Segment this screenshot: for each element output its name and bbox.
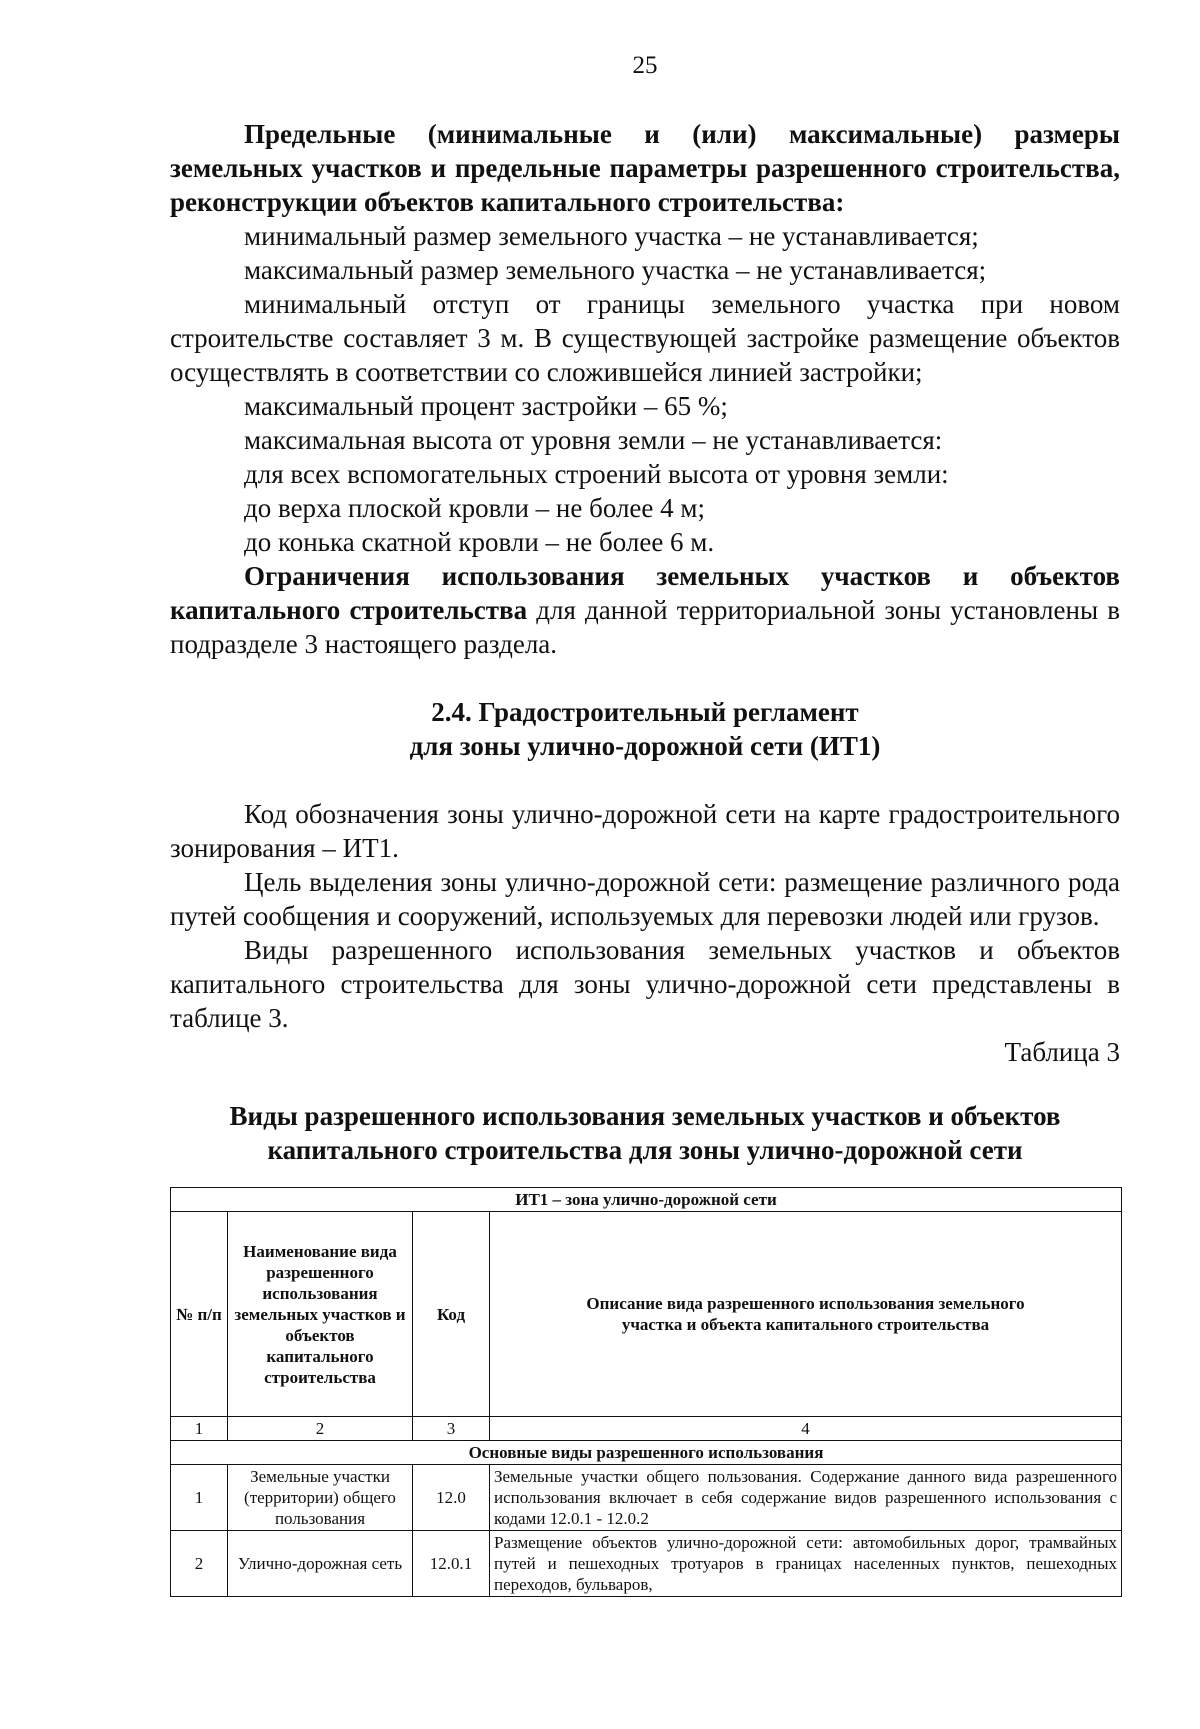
row-name: Земельные участки (территории) общего пользования xyxy=(228,1465,413,1531)
col-header-name: Наименование вида разрешенного использования земельных участков и объектов капитального строительства xyxy=(228,1212,413,1417)
col-number: 2 xyxy=(228,1417,413,1441)
limit-line: минимальный размер земельного участка – не устанавливается; xyxy=(244,221,979,251)
body-paragraph: Код обозначения зоны улично-дорожной сети на карте градостроительного зонирования – ИТ1. xyxy=(170,799,1120,863)
col-header-number: № п/п xyxy=(171,1212,228,1417)
group-header: Основные виды разрешенного использования xyxy=(171,1441,1122,1465)
land-use-table xyxy=(170,1187,1122,1597)
row-description: Земельные участки общего пользования. Содержание данного вида разрешенного использования включает в себя содержание видов разрешенного использования с кодами 12.0.1 - 12.0.2 xyxy=(490,1465,1122,1531)
table-title: Виды разрешенного использования земельных участков и объектов xyxy=(229,1101,1061,1131)
restrictions-text: для данной территориальной зоны установлены в подразделе 3 настоящего раздела. xyxy=(170,595,1120,659)
section-title: 2.4. Градостроительный регламент xyxy=(431,697,859,727)
limit-line: до конька скатной кровли – не более 6 м. xyxy=(244,527,715,557)
limits-heading: Предельные (минимальные и (или) максимальные) размеры земельных участков и предельные параметры разрешенного строительства, реконструкции объектов капитального строительства: xyxy=(170,119,1120,217)
body-paragraph: Виды разрешенного использования земельных участков и объектов капитального строительства для зоны улично-дорожной сети представлены в таблице 3. xyxy=(170,935,1120,1033)
restrictions-paragraph xyxy=(170,559,1120,661)
col-number: 4 xyxy=(490,1417,1122,1441)
page-number: 25 xyxy=(632,52,658,79)
col-number: 3 xyxy=(413,1417,490,1441)
table-row xyxy=(171,1465,1122,1531)
section-subtitle: для зоны улично-дорожной сети (ИТ1) xyxy=(409,731,881,761)
row-number: 2 xyxy=(171,1531,228,1597)
table-label: Таблица 3 xyxy=(1004,1037,1120,1067)
restrictions-bold: Ограничения использования земельных участков и объектов капитального строительства xyxy=(170,561,1120,625)
col-header-description: Описание вида разрешенного использования земельного участка и объекта капитального строительства xyxy=(490,1212,1122,1417)
col-header-code: Код xyxy=(413,1212,490,1417)
col-number: 1 xyxy=(171,1417,228,1441)
body-paragraph: Цель выделения зоны улично-дорожной сети: размещение различного рода путей сообщения и сооружений, используемых для перевозки людей или грузов. xyxy=(170,867,1120,931)
page-content xyxy=(170,117,1120,1597)
table-title: капитального строительства для зоны улично-дорожной сети xyxy=(267,1135,1023,1165)
row-code: 12.0.1 xyxy=(413,1531,490,1597)
row-number: 1 xyxy=(171,1465,228,1531)
limit-line: максимальный размер земельного участка – не устанавливается; xyxy=(244,255,987,285)
row-name: Улично-дорожная сеть xyxy=(228,1531,413,1597)
row-description: Размещение объектов улично-дорожной сети: автомобильных дорог, трамвайных путей и пешеходных тротуаров в границах населенных пунктов, пешеходных переходов, бульваров, xyxy=(490,1531,1122,1597)
limit-line: минимальный отступ от границы земельного участка при новом строительстве составляет 3 м. В существующей застройке размещение объектов осуществлять в соответствии со сложившейся линией застройки; xyxy=(170,289,1120,387)
limit-line: максимальный процент застройки – 65 %; xyxy=(244,391,728,421)
table-row xyxy=(171,1531,1122,1597)
limit-line: максимальная высота от уровня земли – не устанавливается: xyxy=(244,425,943,455)
limit-line: для всех вспомогательных строений высота от уровня земли: xyxy=(244,459,949,489)
limit-line: до верха плоской кровли – не более 4 м; xyxy=(244,493,705,523)
row-code: 12.0 xyxy=(413,1465,490,1531)
zone-header: ИТ1 – зона улично-дорожной сети xyxy=(171,1188,1122,1212)
